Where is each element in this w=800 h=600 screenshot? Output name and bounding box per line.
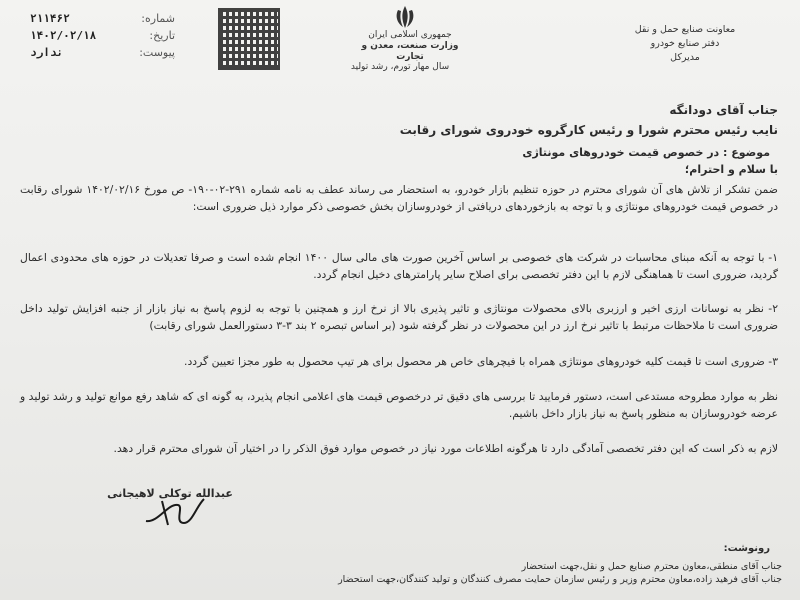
attachment-label: پیوست: <box>139 46 175 59</box>
dept-line-2: دفتر صنایع خودرو <box>650 38 720 49</box>
letter-subject: موضوع : در خصوص قیمت خودروهای مونتاژی <box>522 146 770 159</box>
list-item-1: ۱- با توجه به آنکه مبنای محاسبات در شرکت های خصوصی بر اساس آخرین صورت های مالی سال ۱۴۰۰ انجام شده است و صرفا تعدیلات در حوزه های محدودی اعمال گردید، ضروری است تا هماهنگی لازم با این دفتر تخصصی برای اصلاح سایر پارامترهای دخیل انجام گردد. <box>20 251 778 282</box>
dept-line-1: معاونت صنایع حمل و نقل <box>634 24 736 35</box>
addressee <box>400 100 778 140</box>
reference-block <box>30 10 175 61</box>
intro-paragraph: ضمن تشکر از تلاش های آن شورای محترم در حوزه تنظیم بازار خودرو، به استحضار می رساند عطف به نامه شماره ۲۹۱-۰۲-۱۹۰- ص مورخ ۱۴۰۲/۰۲/۱۶ شورای رقابت در خصوص قیمت خودروهای مونتاژی و با توجه به بازخوردهای دریافتی از خودروسازان بخش خصوصی ذکر موارد ذیل ضروری است: <box>20 183 778 214</box>
copy-recipient-1: جناب آقای منطقی،معاون محترم صنایع حمل و نقل،جهت استحضار <box>521 561 782 572</box>
copies-list <box>82 560 782 586</box>
copy-recipient-2: جناب آقای فرهید زاده،معاون محترم وزیر و رئیس سازمان حمایت مصرف کنندگان و تولید کنندگان،جهت استحضار <box>338 574 782 585</box>
copies-heading: رونوشت: <box>723 543 770 554</box>
ministry-name: وزارت صنعت، معدن و تجارت <box>361 41 459 62</box>
gov-name: جمهوری اسلامی ایران <box>368 30 452 40</box>
list-item-3: ۳- ضروری است تا قیمت کلیه خودروهای مونتاژی همراه با فیچرهای خاص هر محصول برای هر تیپ محصول به طور مجزا تعیین گردد. <box>184 355 778 368</box>
ref-number-label: شماره: <box>141 12 175 25</box>
addressee-title: نایب رئیس محترم شورا و رئیس کارگروه خودروی شورای رقابت <box>399 123 778 137</box>
request-paragraph: نظر به موارد مطروحه مستدعی است، دستور فرمایید تا بررسی های دقیق تر درخصوص قیمت های اعلامی انجام پذیرد، به گونه ای که شاهد رفع موانع تولید و رشد تولید و عرضه خودروسازان به منظور پاسخ به نیاز بازار داخل باشیم. <box>20 390 778 421</box>
signatory-name: عبدالله توکلی لاهیجانی <box>107 487 233 500</box>
list-item-2: ۲- نظر به نوسانات ارزی اخیر و ارزبری بالای محصولات مونتاژی و تاثیر پذیری بالا از نرخ ارز و همچنین با توجه به لزوم پاسخ به نیاز بازار از جنبه افزایش تولید داخل ضروری است تا ملاحظات مرتبط با تاثیر نرخ ارز در این محصولات در نظر گرفته شود (بر اساس تبصره ۲ بند ۳-۳ دستورالعمل شورای رقابت) <box>20 302 778 333</box>
handwritten-signature-icon <box>138 493 210 529</box>
qr-code-icon <box>220 10 278 68</box>
signature-block <box>80 487 260 500</box>
closing-paragraph: لازم به ذکر است که این دفتر تخصصی آمادگی دارد تا هرگونه اطلاعات مورد نیاز در خصوص موارد فوق الذکر را در اختیار آن شورای محترم قرار دهد. <box>113 442 778 455</box>
ref-number: ۲۱۱۴۶۲ <box>30 12 70 25</box>
dept-line-3: مدیرکل <box>670 52 700 63</box>
date-label: تاریخ: <box>149 29 175 42</box>
iran-emblem-icon <box>392 4 418 30</box>
greeting: با سلام و احترام؛ <box>684 163 778 176</box>
addressee-name: جناب آقای دودانگه <box>669 103 778 117</box>
attachment-value: ندارد <box>30 46 64 59</box>
ministry-heading <box>350 30 470 63</box>
year-slogan: سال مهار تورم، رشد تولید <box>350 62 450 72</box>
department-heading <box>600 22 770 65</box>
letter-date: ۱۴۰۲/۰۲/۱۸ <box>30 29 97 42</box>
